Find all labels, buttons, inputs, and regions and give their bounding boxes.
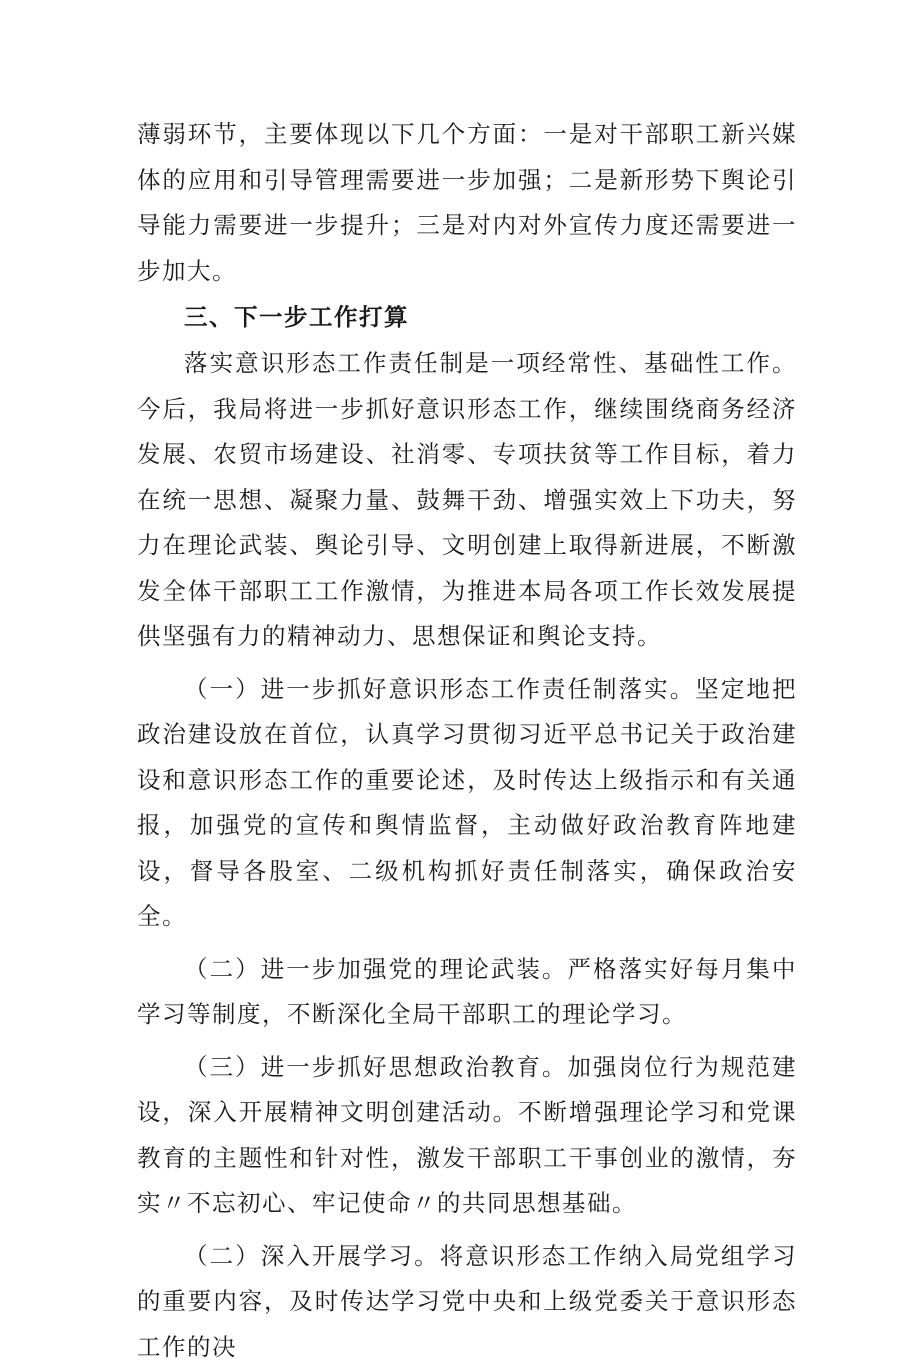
section-heading-next-steps: 三、下一步工作打算	[137, 294, 797, 341]
document-body	[137, 112, 797, 1370]
paragraph-item-3: （三）进一步抓好思想政治教育。加强岗位行为规范建设，深入开展精神文明创建活动。不断增强理论学习和党课教育的主题性和针对性，激发干部职工干事创业的激情，夯实〃不忘初心、牢记使命〃的共同思想基础。	[137, 1045, 797, 1227]
paragraph-item-4: （二）深入开展学习。将意识形态工作纳入局党组学习的重要内容，及时传达学习党中央和上级党委关于意识形态工作的决	[137, 1234, 797, 1370]
paragraph-weak-links: 薄弱环节，主要体现以下几个方面：一是对干部职工新兴媒体的应用和引导管理需要进一步加强；二是新形势下舆论引导能力需要进一步提升；三是对内对外宣传力度还需要进一步加大。	[137, 112, 797, 294]
paragraph-item-1: （一）进一步抓好意识形态工作责任制落实。坚定地把政治建设放在首位，认真学习贯彻习近平总书记关于政治建设和意识形态工作的重要论述，及时传达上级指示和有关通报，加强党的宣传和舆情监督，主动做好政治教育阵地建设，督导各股室、二级机构抓好责任制落实，确保政治安全。	[137, 667, 797, 940]
paragraph-item-2: （二）进一步加强党的理论武装。严格落实好每月集中学习等制度，不断深化全局干部职工的理论学习。	[137, 947, 797, 1038]
paragraph-next-steps-intro: 落实意识形态工作责任制是一项经常性、基础性工作。今后，我局将进一步抓好意识形态工作，继续围绕商务经济发展、农贸市场建设、社消零、专项扶贫等工作目标，着力在统一思想、凝聚力量、鼓舞干劲、增强实效上下功夫，努力在理论武装、舆论引导、文明创建上取得新进展，不断激发全体干部职工工作激情，为推进本局各项工作长效发展提供坚强有力的精神动力、思想保证和舆论支持。	[137, 341, 797, 660]
